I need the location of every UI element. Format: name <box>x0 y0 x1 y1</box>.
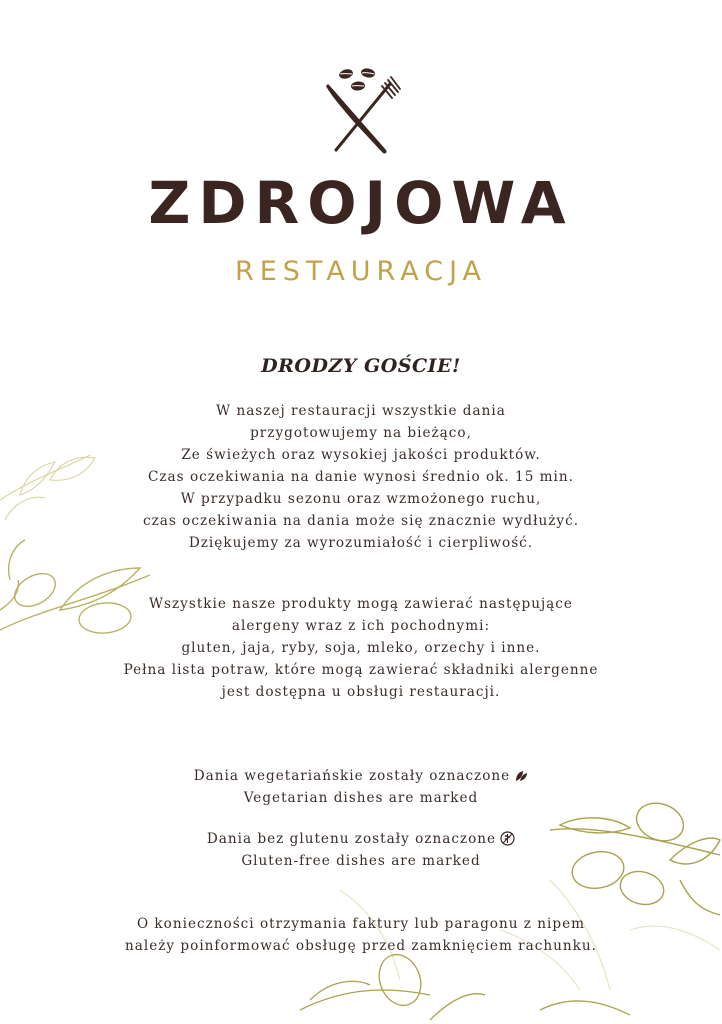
vegetarian-line-en: Vegetarian dishes are marked <box>243 790 479 806</box>
knife-fork-logo-icon <box>318 62 404 157</box>
allergens-line: jest dostępna u obsługi restauracji. <box>221 684 501 700</box>
brand-subtitle: RESTAURACJA <box>234 256 488 287</box>
invoice-note <box>60 913 662 957</box>
intro-line: czas oczekiwania na dania może się znacznie wydłużyć. <box>142 513 580 529</box>
gluten-free-icon <box>500 831 515 846</box>
intro-line: Dziękujemy za wyrozumiałość i cierpliwość. <box>188 535 534 551</box>
page-title: DRODZY GOŚCIE! <box>261 355 461 377</box>
intro-line: W naszej restauracji wszystkie dania <box>216 403 506 419</box>
brand-name: ZDROJOWA <box>148 169 574 237</box>
intro-line: Ze świeżych oraz wysokiej jakości produktów. <box>181 447 541 463</box>
allergens-line: Wszystkie nasze produkty mogą zawierać następujące <box>149 596 573 612</box>
vegetarian-text-pl: Dania wegetariańskie zostały oznaczone <box>193 768 511 784</box>
gluten-free-line-en: Gluten-free dishes are marked <box>241 853 481 869</box>
gluten-free-text-pl: Dania bez glutenu zostały oznaczone <box>206 831 497 847</box>
intro-paragraph <box>60 400 662 554</box>
gluten-free-line-pl <box>60 828 662 850</box>
allergens-line: gluten, jaja, ryby, soja, mleko, orzechy i inne. <box>181 640 541 656</box>
allergens-line: alergeny wraz z ich pochodnymi: <box>231 618 491 634</box>
intro-line: Czas oczekiwania na danie wynosi średnio ok. 15 min. <box>147 469 574 485</box>
invoice-line: należy poinformować obsługę przed zamknięciem rachunku. <box>125 938 597 954</box>
invoice-line: O konieczności otrzymania faktury lub paragonu z nipem <box>136 916 586 932</box>
allergens-paragraph <box>60 593 662 703</box>
vegetarian-line-pl <box>60 765 662 787</box>
allergens-line: Pełna lista potraw, które mogą zawierać składniki alergenne <box>123 662 599 678</box>
leaf-icon <box>514 769 528 783</box>
gluten-free-note <box>60 828 662 872</box>
intro-line: W przypadku sezonu oraz wzmożonego ruchu, <box>180 491 542 507</box>
vegetarian-note <box>60 765 662 809</box>
intro-line: przygotowujemy na bieżąco, <box>250 425 472 441</box>
